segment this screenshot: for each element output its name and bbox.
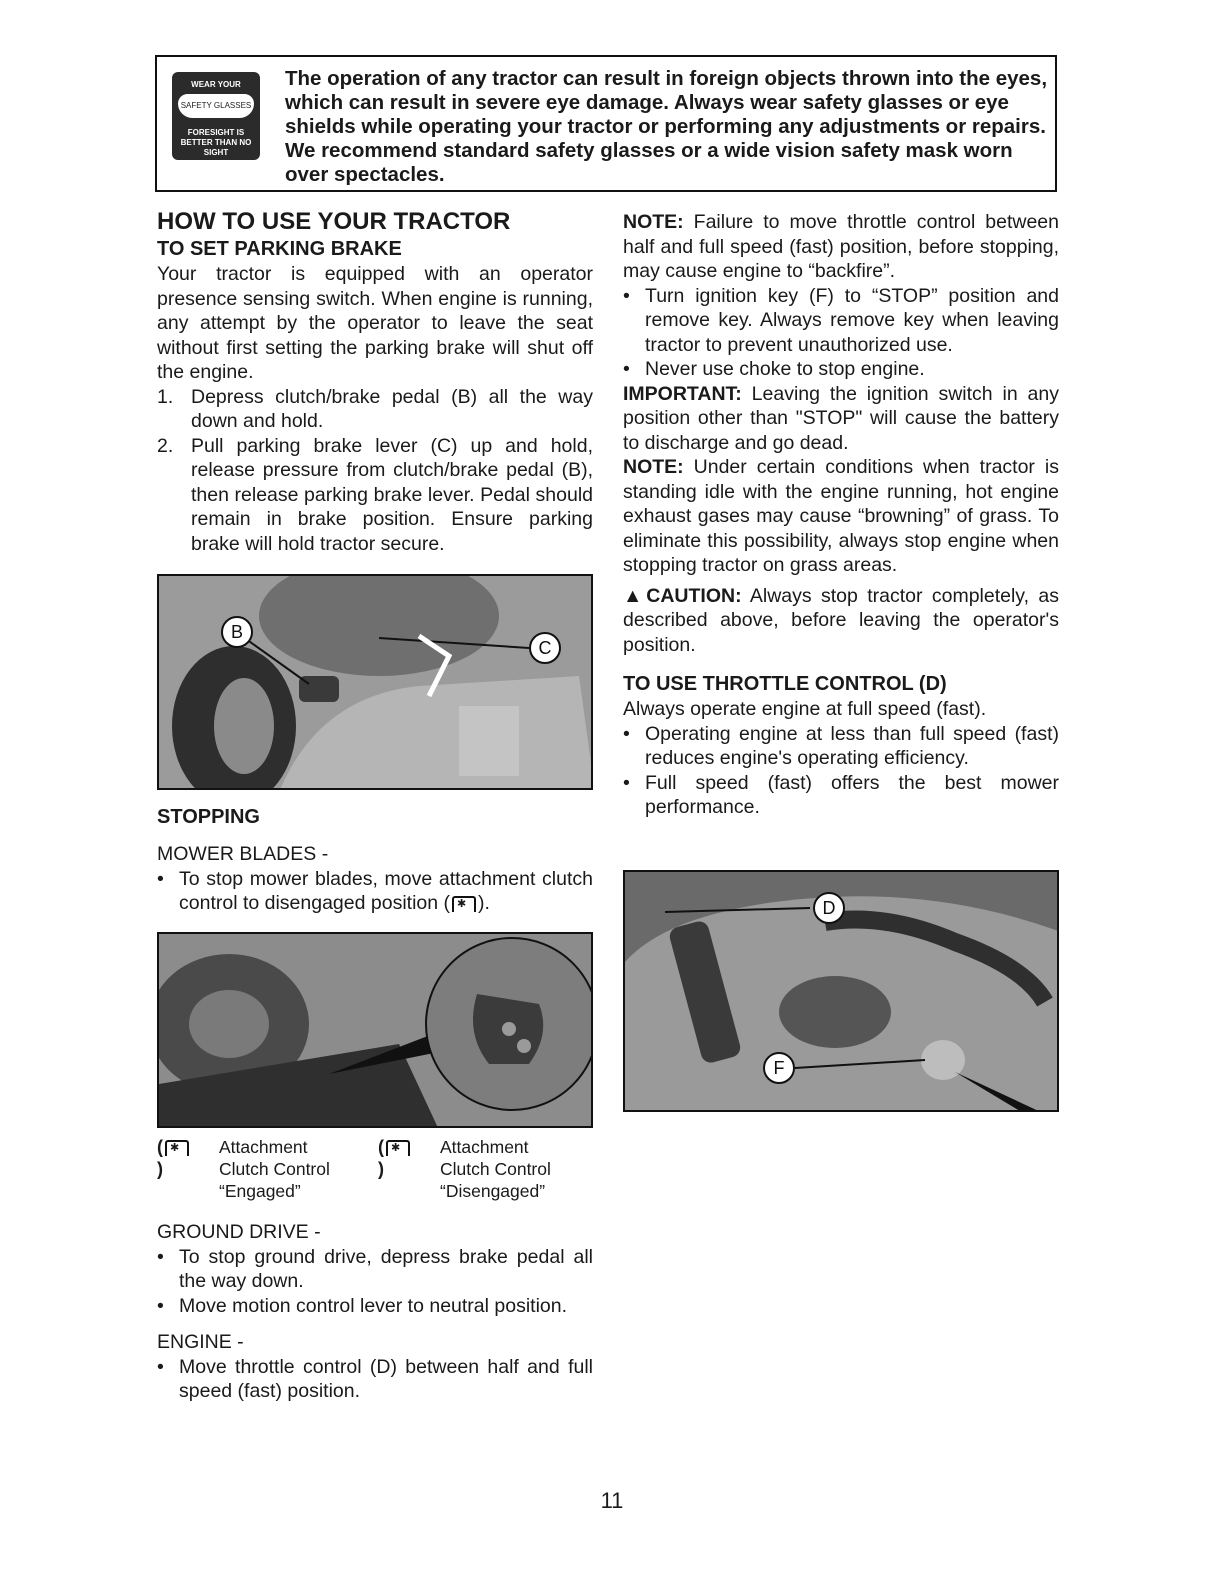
icon-text-bottom: FORESIGHT IS BETTER THAN NO SIGHT — [180, 128, 252, 157]
disengaged-line2: Clutch Control — [440, 1159, 551, 1179]
callout-f: F — [763, 1052, 795, 1084]
mower-bullet-end: ). — [478, 892, 490, 914]
throttle-heading: TO USE THROTTLE CONTROL (D) — [623, 673, 947, 695]
engine-heading: ENGINE - — [157, 1331, 244, 1353]
attachment-clutch-illustration — [159, 934, 593, 1128]
section-title: HOW TO USE YOUR TRACTOR — [157, 208, 511, 235]
icon-text-top: WEAR YOUR — [191, 80, 241, 89]
important-label: IMPORTANT: — [623, 382, 742, 405]
stopping-section — [157, 804, 593, 916]
ground-engine-section — [157, 1220, 593, 1404]
parking-brake-intro: Your tractor is equipped with an operator presence sensing switch. When engine is running, any attempt by the operator to leave the seat without first setting the parking brake will shut off the engine. — [157, 263, 593, 383]
engaged-line3: “Engaged” — [219, 1181, 301, 1201]
left-column — [157, 208, 593, 556]
ground-drive-heading: GROUND DRIVE - — [157, 1221, 321, 1243]
clutch-disengaged-legend-icon: (✱) — [378, 1136, 412, 1180]
safety-glasses-icon — [172, 72, 260, 160]
step-2 — [157, 434, 593, 557]
important-text: Leaving the ignition switch in any position other than "STOP" will cause the battery to discharge and go dead. — [623, 382, 1059, 454]
caution-label: CAUTION: — [646, 584, 742, 607]
step-number: 1. — [157, 385, 174, 408]
clutch-engaged-icon: (✱) — [157, 1136, 191, 1180]
stop-bullet-2: Never use choke to stop engine. — [645, 358, 925, 380]
stop-bullet-1: Turn ignition key (F) to “STOP” position and remove key. Always remove key when leaving tractor to prevent unauthorized use. — [645, 284, 1059, 356]
mower-bullet-text: To stop mower blades, move attachment clutch control to disengaged position ( — [179, 867, 593, 914]
parking-brake-heading: TO SET PARKING BRAKE — [157, 238, 402, 260]
throttle-bullet-2: Full speed (fast) offers the best mower performance. — [645, 771, 1059, 818]
clutch-disengaged-icon — [452, 896, 476, 912]
eye-safety-warning-box — [155, 55, 1057, 192]
note-label: NOTE: — [623, 456, 684, 478]
disengaged-line1: Attachment — [440, 1137, 529, 1157]
list-item: • Never use choke to stop engine. — [623, 358, 925, 380]
disengaged-line3: “Disengaged” — [440, 1181, 546, 1201]
throttle-intro: Always operate engine at full speed (fast). — [623, 698, 987, 720]
list-item: • To stop ground drive, depress brake pedal all the way down. — [157, 1245, 593, 1292]
engine-bullet-1: Move throttle control (D) between half and full speed (fast) position. — [179, 1355, 593, 1402]
throttle-figure — [623, 870, 1059, 1112]
right-column — [623, 210, 1059, 820]
caution-icon: ▲ — [623, 584, 647, 607]
list-item: • Move throttle control (D) between half and full speed (fast) position. — [157, 1355, 593, 1402]
note-text: Failure to move throttle control between half and full speed (fast) position, before stopping, may cause engine to “backfire”. — [623, 211, 1059, 282]
callout-d: D — [813, 892, 845, 924]
caution-text: Always stop tractor completely, as described above, before leaving the operator's position. — [623, 584, 1059, 656]
ground-bullet-2: Move motion control lever to neutral position. — [179, 1294, 568, 1317]
callout-c: C — [529, 632, 561, 664]
engaged-line1: Attachment — [219, 1137, 308, 1157]
step-number: 2. — [157, 434, 174, 457]
step-1 — [157, 385, 593, 434]
callout-b: B — [221, 616, 253, 648]
list-item: • Operating engine at less than full speed (fast) reduces engine's operating efficiency. — [623, 722, 1059, 769]
page-number: 11 — [600, 1488, 624, 1513]
stopping-heading: STOPPING — [157, 806, 260, 828]
list-item: • Turn ignition key (F) to “STOP” position and remove key. Always remove key when leaving tractor to prevent unauthorized use. — [623, 284, 1059, 356]
engaged-line2: Clutch Control — [219, 1159, 330, 1179]
step-text: Pull parking brake lever (C) up and hold, release pressure from clutch/brake pedal (B), then release parking brake lever. Pedal should remain in brake position. Ensure parking brake will hold tractor secure. — [191, 434, 593, 555]
mower-blades-heading: MOWER BLADES - — [157, 843, 329, 865]
list-item: • Move motion control lever to neutral position. — [157, 1294, 568, 1317]
note-label: NOTE: — [623, 211, 684, 233]
throttle-bullet-1: Operating engine at less than full speed (fast) reduces engine's operating efficiency. — [645, 722, 1059, 769]
list-item: • Full speed (fast) offers the best mower performance. — [623, 771, 1059, 818]
note-text: Under certain conditions when tractor is standing idle with the engine running, hot engine exhaust gases may cause “browning” of grass. To eliminate this possibility, always stop engine when stopping tractor on grass areas. — [623, 456, 1059, 576]
attachment-clutch-figure — [157, 932, 593, 1128]
step-text: Depress clutch/brake pedal (B) all the way down and hold. — [191, 385, 593, 432]
list-item: • To stop mower blades, move attachment clutch control to disengaged position (✱ ). — [157, 867, 593, 916]
parking-brake-illustration — [159, 576, 593, 790]
ground-bullet-1: To stop ground drive, depress brake pedal all the way down. — [179, 1245, 593, 1292]
icon-text-mid: SAFETY GLASSES — [178, 94, 254, 118]
parking-brake-figure — [157, 574, 593, 790]
warning-text: The operation of any tractor can result in foreign objects thrown into the eyes, which can result in severe eye damage. Always wear safety glasses or eye shields while operating your tractor or performing any adjustments or repairs. We recommend standard safety glasses or a wide vision safety mask worn over spectacles. — [285, 67, 1048, 186]
